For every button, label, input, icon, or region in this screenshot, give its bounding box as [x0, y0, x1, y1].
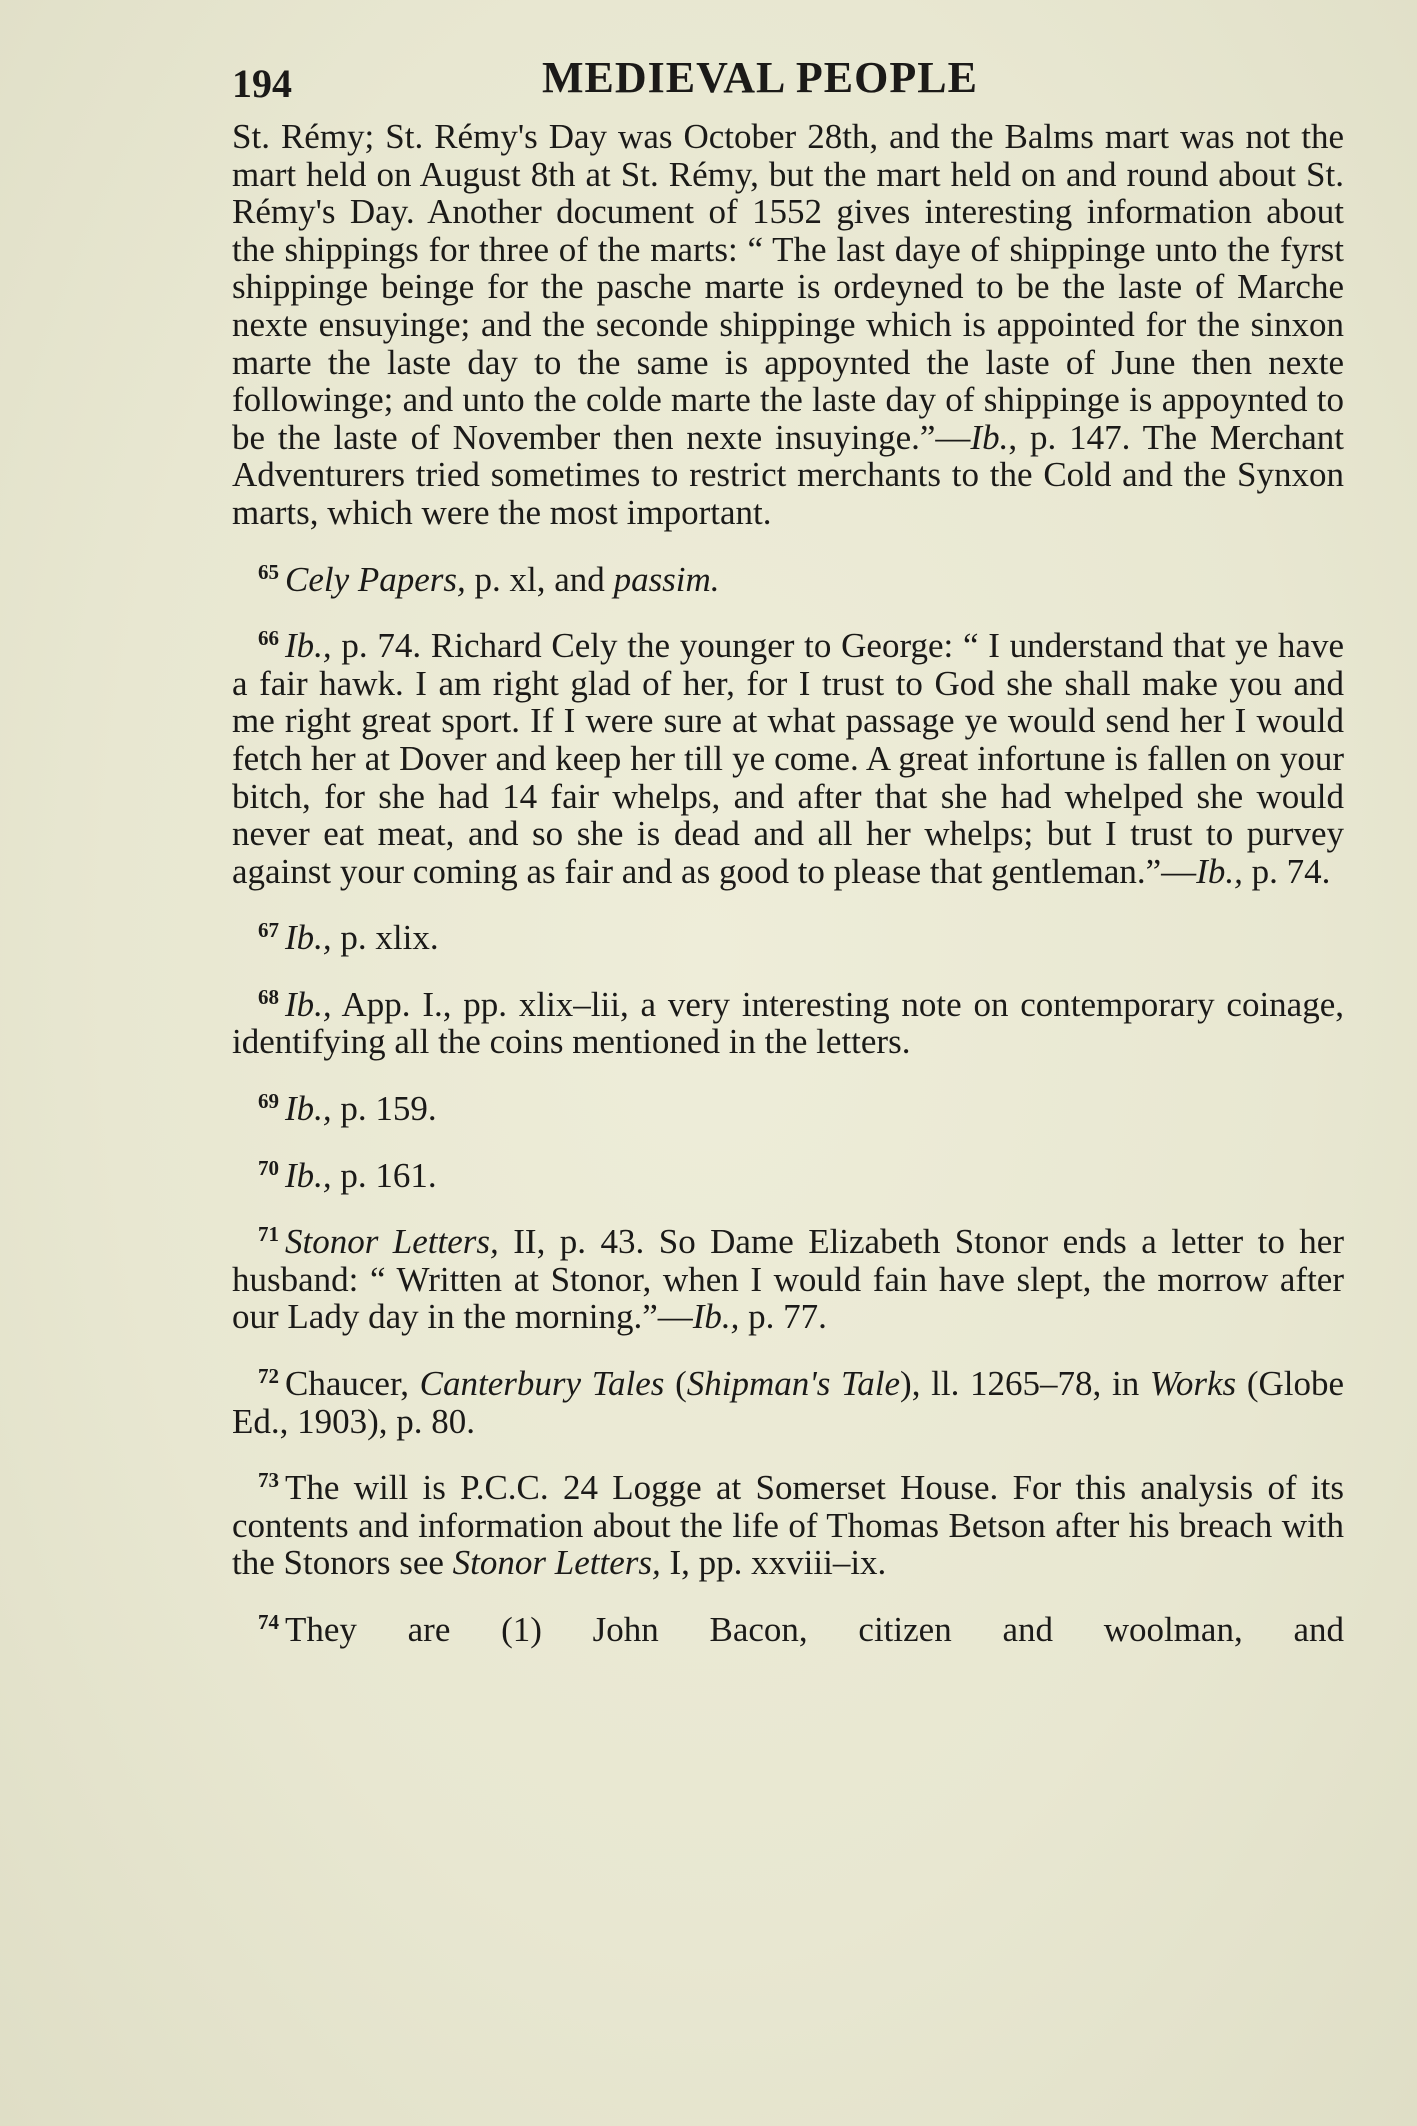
footnote-text: II, p. 43. So Dame Elizabeth Stonor ends a letter to her husband: “ Written at Stonor, when I would fain have slept, the morrow after our Lady day in the morning.”—: [232, 1222, 1344, 1337]
footnote-68: [232, 979, 1344, 1061]
footnote-italic: Canterbury Tales: [419, 1364, 665, 1404]
footnote-text: I, pp. xxviii–ix.: [660, 1543, 887, 1583]
footnote-text: (Globe Ed., 1903), p. 80.: [232, 1364, 1345, 1441]
footnote-72: [232, 1358, 1344, 1440]
footnote-67: [232, 912, 1344, 957]
footnote-69: [232, 1083, 1344, 1128]
footnote-text: p. 161.: [331, 1155, 437, 1195]
footnote-number: 72: [258, 1364, 279, 1389]
page-body: [232, 118, 1344, 1649]
footnote-italic: Ib.,: [285, 626, 332, 666]
footnote-text: Chaucer,: [285, 1364, 420, 1404]
footnote-number: 65: [258, 559, 279, 584]
page-header: [232, 52, 1352, 112]
footnote-italic: Ib.,: [285, 1155, 332, 1195]
footnote-italic: Works: [1149, 1364, 1237, 1404]
footnote-italic: Ib.,: [692, 1297, 740, 1337]
footnote-number: 66: [258, 626, 279, 651]
footnote-text: The will is P.C.C. 24 Logge at Somerset House. For this analysis of its contents and information about the life of Thomas Betson after his breach with the Stonors see: [232, 1468, 1344, 1583]
continuation-paragraph: [232, 118, 1344, 532]
footnote-italic: Ib.,: [1196, 851, 1243, 891]
footnote-italic: Stonor Letters,: [452, 1543, 661, 1583]
footnote-text: p. 74.: [1242, 851, 1331, 891]
footnote-number: 70: [258, 1155, 279, 1180]
footnote-74: [232, 1604, 1344, 1649]
footnote-italic: Ib.,: [285, 984, 332, 1024]
footnote-italic: Cely Papers,: [285, 559, 466, 599]
continuation-end: , p. 147. The Merchant Adventurers tried sometimes to restrict merchants to the Cold and the Synxon marts, which were the most important.: [232, 417, 1344, 532]
footnote-number: 74: [258, 1610, 279, 1634]
footnote-73: [232, 1462, 1344, 1582]
footnote-70: [232, 1150, 1344, 1195]
continuation-ib: Ib.: [970, 417, 1009, 457]
footnote-italic: passim.: [613, 559, 720, 599]
footnote-71: [232, 1216, 1344, 1336]
footnote-number: 67: [258, 918, 279, 943]
continuation-text: St. Rémy; St. Rémy's Day was October 28th, and the Balms mart was not the mart held on August 8th at St. Rémy, but the mart held on and round about St. Rémy's Day. Another document of 1552 gives interesting information about the shippings for three of the marts: “ The last daye of shippinge unto the fyrst shippinge beinge for the pasche marte is ordeyned to be the laste of Marche nexte ensuyinge; and the seconde shippinge which is appointed for the sinxon marte the laste day to the same is appoynted the laste of June then nexte followinge; and unto the colde marte the laste day of shippinge is appoynted to be the laste of November then nexte insuyinge.”—: [232, 117, 1344, 457]
footnote-text: ), ll. 1265–78, in: [900, 1364, 1150, 1404]
running-head: MEDIEVAL PEOPLE: [542, 53, 978, 102]
footnote-italic: Shipman's Tale: [686, 1364, 901, 1404]
footnote-text: They are (1) John Bacon, citizen and woolman, and: [285, 1610, 1344, 1649]
footnote-italic: Ib.,: [285, 918, 332, 958]
page-number: 194: [232, 61, 292, 106]
footnote-number: 71: [258, 1222, 279, 1247]
footnote-italic: Stonor Letters,: [285, 1222, 499, 1262]
footnote-text: p. xl, and: [465, 559, 614, 599]
footnote-text: p. 159.: [331, 1089, 437, 1129]
footnote-text: p. xlix.: [331, 918, 439, 958]
footnote-number: 73: [258, 1468, 279, 1493]
footnote-65: [232, 554, 1344, 599]
footnote-text: App. I., pp. xlix–lii, a very interesting note on contemporary coinage, identifying all the coins mentioned in the letters.: [232, 984, 1344, 1062]
footnote-text: p. 77.: [739, 1297, 827, 1337]
footnote-number: 69: [258, 1089, 279, 1114]
footnote-text: p. 74. Richard Cely the younger to George: “ I understand that ye have a fair hawk. I am right glad of her, for I trust to God she shall make you and me right great sport. If I were sure at what passage ye would send her I would fetch her at Dover and keep her till ye come. A great infortune is fallen on your bitch, for she had 14 fair whelps, and after that she had whelped she would never eat meat, and so she is dead and all her whelps; but I trust to purvey against your coming as fair and as good to please that gentleman.”—: [232, 626, 1344, 891]
footnote-66: [232, 620, 1344, 890]
footnote-number: 68: [258, 984, 279, 1009]
footnote-text: (: [664, 1364, 687, 1404]
footnote-italic: Ib.,: [285, 1089, 332, 1129]
